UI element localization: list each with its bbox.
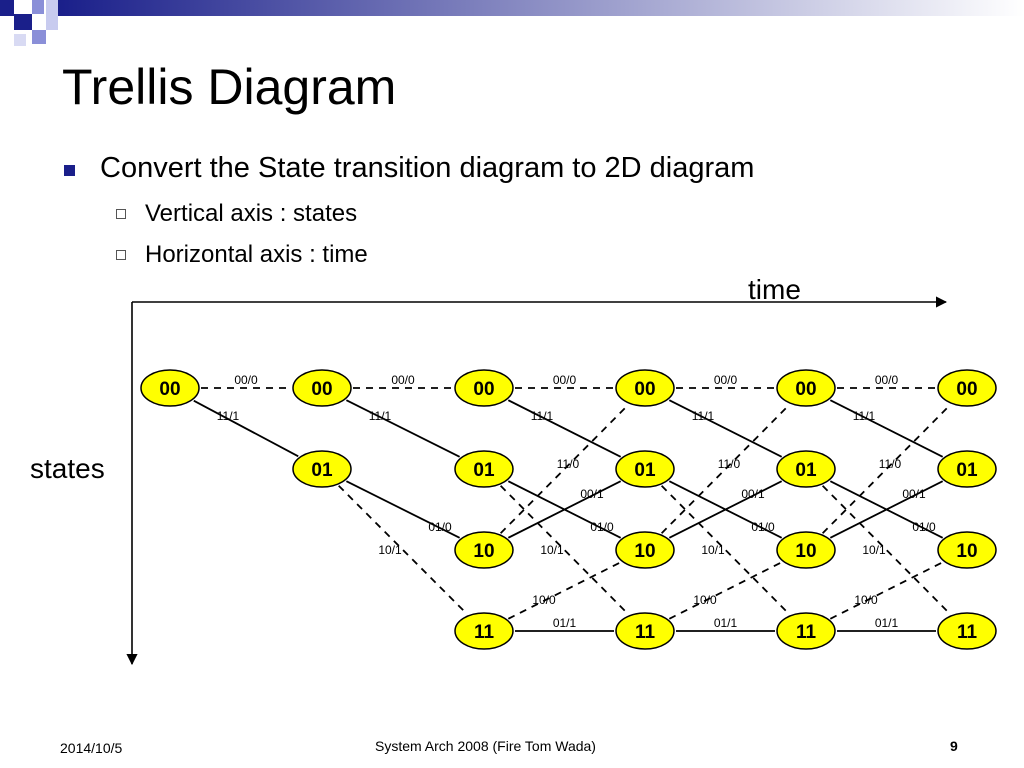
transition-label: 01/0: [590, 520, 614, 534]
state-node-label: 10: [956, 541, 978, 562]
transition-line: [339, 486, 468, 615]
transition-label: 11/1: [368, 409, 392, 423]
state-node: [777, 532, 835, 568]
state-node-label: 00: [311, 379, 333, 400]
transition-label: 10/1: [701, 543, 725, 557]
transition-line: [823, 486, 951, 615]
transition-label: 00/0: [874, 373, 899, 387]
transition-label: 11/0: [556, 457, 580, 471]
state-node-label: 00: [159, 379, 181, 400]
transition-label: 01/0: [912, 520, 936, 534]
state-node: [293, 370, 351, 406]
transition-line: [194, 401, 298, 457]
state-node-label: 01: [634, 460, 656, 481]
state-node: [938, 370, 996, 406]
transition-label: 00/1: [580, 487, 604, 501]
transition-label: 00/0: [234, 373, 258, 387]
state-node: [455, 451, 513, 487]
state-node-label: 01: [473, 460, 495, 481]
state-node-label: 10: [473, 541, 495, 562]
transition-label: 00/0: [713, 373, 738, 387]
transition-label: 01/0: [428, 520, 452, 534]
transition-label: 01/0: [751, 520, 775, 534]
state-node-label: 00: [795, 379, 817, 400]
states-axis-label: states: [30, 453, 105, 484]
transition-label: 01/1: [552, 616, 577, 630]
footer-date: 2014/10/5: [60, 740, 123, 756]
footer-center: System Arch 2008 (Fire Tom Wada): [375, 738, 596, 754]
transition-label: 10/0: [854, 593, 878, 607]
transition-label: 01/1: [874, 616, 899, 630]
state-node: [777, 451, 835, 487]
transition-label: 11/1: [691, 409, 715, 423]
state-node: [616, 370, 674, 406]
transition-label: 10/0: [532, 593, 556, 607]
state-node: [777, 370, 835, 406]
state-node: [777, 613, 835, 649]
state-node: [455, 532, 513, 568]
state-node: [141, 370, 199, 406]
transition-label: 11/0: [878, 457, 902, 471]
state-node-label: 00: [956, 379, 978, 400]
sub-bullet-text: Vertical axis : states: [145, 200, 358, 227]
state-node: [938, 451, 996, 487]
state-node-label: 11: [795, 622, 817, 643]
state-node-label: 01: [795, 460, 817, 481]
state-node-label: 01: [956, 460, 978, 481]
state-node: [616, 451, 674, 487]
state-node-label: 11: [473, 622, 495, 643]
sub-bullet-text: Horizontal axis : time: [145, 241, 368, 268]
transition-label: 10/1: [540, 543, 564, 557]
state-node: [616, 532, 674, 568]
transition-label: 00/0: [552, 373, 577, 387]
state-node: [616, 613, 674, 649]
state-node: [293, 451, 351, 487]
bullet-text: Convert the State transition diagram to 2D diagram: [100, 152, 755, 184]
transition-label: 00/0: [391, 373, 415, 387]
state-node: [455, 613, 513, 649]
state-node: [938, 613, 996, 649]
state-node-label: 10: [795, 541, 817, 562]
transition-label: 10/1: [862, 543, 886, 557]
time-axis-label: time: [748, 274, 801, 305]
transition-line: [346, 400, 459, 457]
transition-label: 11/1: [216, 409, 240, 423]
transition-line: [662, 486, 790, 615]
state-node-label: 11: [956, 622, 978, 643]
state-node-label: 00: [634, 379, 656, 400]
state-node-label: 11: [634, 622, 656, 643]
page-number: 9: [950, 738, 958, 754]
slide-title: Trellis Diagram: [62, 59, 397, 115]
state-node-label: 00: [473, 379, 495, 400]
transition-label: 10/1: [378, 543, 402, 557]
transition-line: [501, 486, 629, 615]
state-node: [455, 370, 513, 406]
state-node: [938, 532, 996, 568]
state-node-label: 10: [634, 541, 656, 562]
state-node-label: 01: [311, 460, 333, 481]
transition-label: 00/1: [902, 487, 926, 501]
transition-label: 00/1: [741, 487, 765, 501]
transition-label: 01/1: [713, 616, 738, 630]
transition-label: 10/0: [693, 593, 717, 607]
transition-label: 11/1: [852, 409, 876, 423]
transition-label: 11/0: [717, 457, 741, 471]
transition-label: 11/1: [530, 409, 554, 423]
